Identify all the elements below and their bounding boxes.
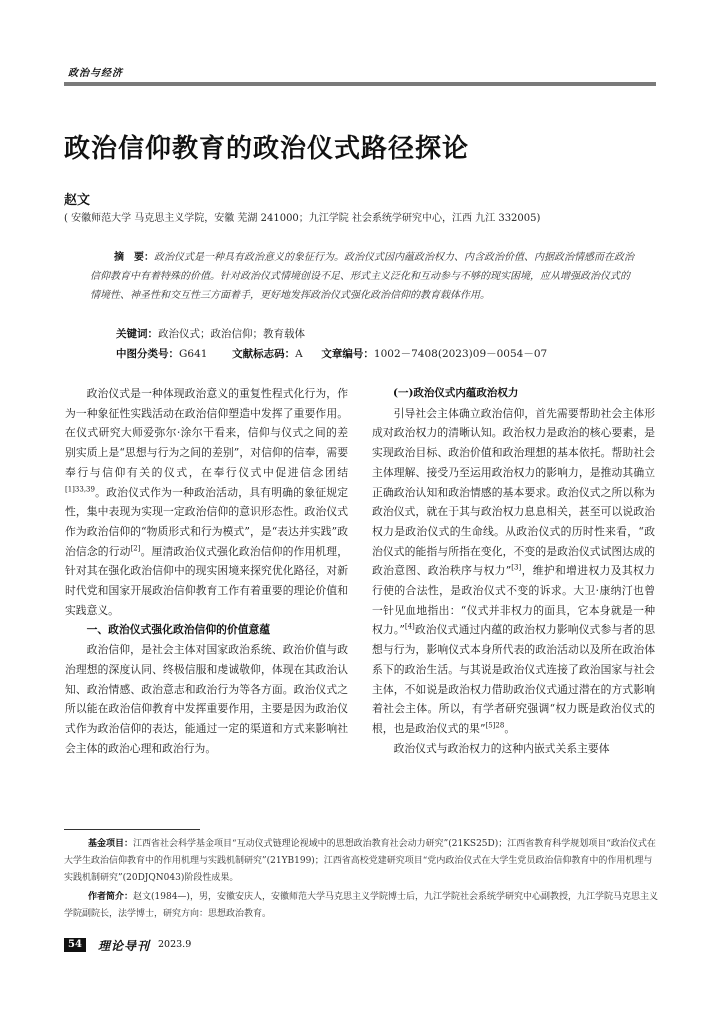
doc-code-value: A — [295, 348, 303, 360]
abstract — [90, 248, 636, 305]
clc-label: 中图分类号： — [116, 348, 179, 360]
body-paragraph: 政治仪式与政治权力的这种内嵌式关系主要体 — [393, 741, 610, 755]
body-column-right — [372, 384, 655, 758]
issue-number: 2023.9 — [158, 939, 192, 950]
journal-name: 理论导刊 — [98, 939, 151, 953]
keywords-text: 政治仪式；政治信仰；教育载体 — [158, 328, 305, 340]
citation-ref: [4] — [404, 622, 415, 631]
article-no-value: 1002－7408(2023)09－0054－07 — [373, 348, 548, 360]
abstract-label: 摘 要： — [114, 252, 154, 263]
keywords-label: 关键词： — [116, 328, 158, 340]
article-title: 政治信仰教育的政治仪式路径探论 — [64, 134, 470, 164]
citation-ref: [2] — [130, 544, 141, 553]
author-affiliation: ( 安徽师范大学 马克思主义学院，安徽 芜湖 241000；九江学院 社会系统学研究中心，江西 九江 332005) — [64, 213, 541, 224]
keywords-line — [116, 326, 305, 341]
funding-text: 江西省社会科学基金项目“互动仪式链理论视域中的思想政治教育社会动力研究”(21KS25D)；江西省教育科学规划项目“政治仪式在大学生政治信仰教育中的作用机理与实践机制研究”(21YB199)；江西省高校党建研究项目“党内政治仪式在大学生党员政治信仰教育中的作用机理与实践机制研究”(20DJQN043)阶段性成果。 — [64, 839, 656, 883]
subsection-heading-1: (一)政治仪式内蕴政治权力 — [393, 387, 519, 399]
citation-ref: [5]28 — [485, 721, 505, 730]
body-paragraph: 引导社会主体确立政治信仰，首先需要帮助社会主体形成对政治权力的清晰认知。政治权力是政治的核心要素，是实现政治目标、政治价值和政治理想的基本依托。帮助社会主体理解、接受乃至运用政治权力的影响力，是推动其确立正确政治认知和政治情感的基本要求。政治仪式之所以称为政治仪式，就在于其与政治权力息息相关，甚至可以说政治权力是政治仪式的生命线。从政治仪式的历时性来看，“政治仪式的能指与所指在变化，不变的是政治仪式试图达成的政治意图、政治秩序与权力”[3]，维护和增进权力及其权力行使的合法性，是政治仪式不变的诉求。大卫·康纳汀也曾一针见血地指出：“仪式并非权力的面具，它本身就是一种权力。”[4]政治仪式通过内蕴的政治权力影响仪式参与者的思想与行为，影响仪式本身所代表的政治活动以及所在政治体系下的政治生活。与其说是政治仪式连接了政治国家与社会主体，不如说是政治权力借助政治仪式通过潜在的方式影响着社会主体。所以，有学者研究强调“权力既是政治仪式的根，也是政治仪式的果”$^{[5]28}$。 — [372, 406, 655, 735]
article-no-label: 文章编号： — [321, 348, 374, 360]
funding-footnote — [64, 836, 658, 887]
clc-value: G641 — [179, 348, 208, 360]
abstract-text: 政治仪式是一种具有政治意义的象征行为。政治仪式因内蕴政治权力、内含政治价值、内据政治情感而在政治信仰教育中有着特殊的价值。针对政治仪式情境创设不足、形式主义泛化和互动参与不够的现实困境，应从增强政治仪式的情境性、神圣性和交互性三方面着手，更好地发挥政治仪式强化政治信仰的教育载体作用。 — [90, 252, 634, 301]
body-column-left — [65, 384, 348, 758]
funding-label: 基金项目： — [88, 839, 134, 849]
author-bio-text: 赵文(1984—)，男，安徽安庆人，安徽师范大学马克思主义学院博士后，九江学院社会系统学研究中心副教授，九江学院马克思主义学院副院长，法学博士，研究方向：思想政治教育。 — [64, 892, 658, 919]
classification-line — [116, 346, 547, 361]
citation-ref: [1]33,39 — [65, 484, 95, 493]
intro-paragraph: 政治仪式是一种体现政治意义的重复性程式化行为，作为一种象征性实践活动在政治信仰塑造中发挥了重要作用。在仪式研究大师爱弥尔·涂尔干看来，信仰与仪式之间的差别实质上是“思想与行为之间的差别”，对信仰的信奉，需要奉行与信仰有关的仪式，在奉行仪式中促进信念团结$^{[1]33,39}$。政治仪式作为一种政治活动，具有明确的象征规定性，集中表现为实现一定政治信仰的意识形态性。政治仪式作为政治信仰的“物质形式和行为模式”，是“表达并实践”政治信念的行动[2]。厘清政治仪式强化政治信仰的作用机理，针对其在强化政治信仰中的现实困境来探究优化路径，对新时代党和国家开展政治信仰教育工作有着重要的理论价值和实践意义。 — [65, 387, 349, 617]
footnote-rule — [64, 829, 200, 830]
doc-code-label: 文献标志码： — [232, 348, 296, 360]
author-footnote — [64, 889, 658, 923]
article-author: 赵文 — [64, 193, 91, 208]
page-number: 54 — [64, 938, 86, 952]
author-bio-label: 作者简介： — [88, 892, 134, 902]
section-label: 政治与经济 — [68, 68, 123, 79]
citation-ref: [3] — [511, 563, 522, 572]
section-heading-1: 一、政治仪式强化政治信仰的价值意蕴 — [86, 623, 271, 637]
body-paragraph: 政治信仰，是社会主体对国家政治系统、政治价值与政治理想的深度认同、终极信服和虔诚敬仰，体现在其政治认知、政治情感、政治意志和政治行为等各方面。政治仪式之所以能在政治信仰教育中发挥重要作用，主要是因为政治仪式作为政治信仰的表达，能通过一定的渠道和方式来影响社会主体的政治心理和政治行为。 — [65, 643, 348, 755]
header-rule — [64, 82, 656, 86]
